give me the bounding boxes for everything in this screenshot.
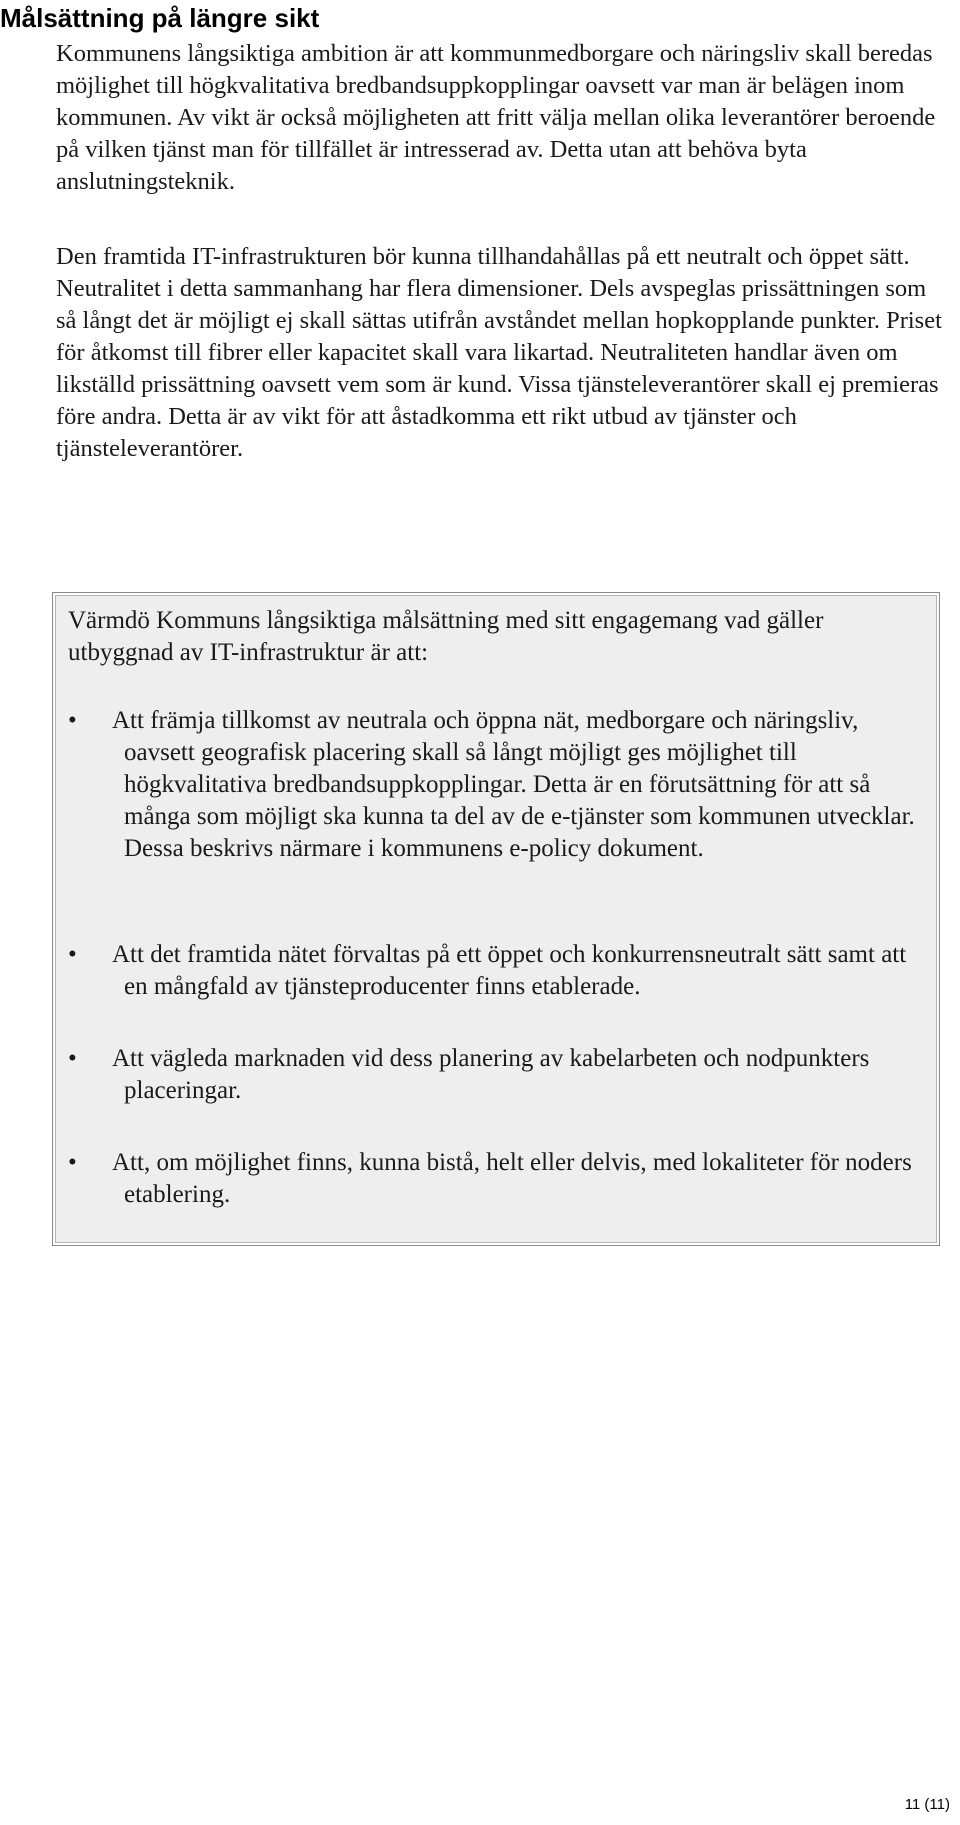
body-paragraph: Kommunens långsiktiga ambition är att kommunmedborgare och näringsliv skall beredas möjlighet till högkvalitativa bredbandsuppkopplingar oavsett var man är belägen inom kommunen. Av vikt är också möjligheten att fritt välja mellan olika leverantörer beroende på vilken tjänst man för tillfället är intresserad av. Detta utan att behöva byta anslutningsteknik. [56,40,936,195]
goal-item-text: Att det framtida nätet förvaltas på ett öppet och konkurrensneutralt sätt samt att en mångfald av tjänsteproducenter finns etablerade. [112,941,907,1000]
bullet-icon: • [68,941,77,968]
goal-item [68,1147,928,1211]
goal-item-text: Att, om möjlighet finns, kunna bistå, helt eller delvis, med lokaliteter för noders etablering. [112,1149,912,1208]
goal-item-text: Att främja tillkomst av neutrala och öppna nät, medborgare och näringsliv, oavsett geografisk placering skall så långt möjligt ges möjlighet till högkvalitativa bredbandsuppkopplingar. Detta är en förutsättning för att så många som möjligt ska kunna ta del av de e-tjänster som kommunen utvecklar. Dessa beskrivs närmare i kommunens e-policy dokument. [112,707,915,862]
body-paragraph: Den framtida IT-infrastrukturen bör kunna tillhandahållas på ett neutralt och öppet sätt. Neutralitet i detta sammanhang har flera dimensioner. Dels avspeglas prissättningen som så långt det är möjligt ej skall sättas utifrån avståndet mellan hopkopplande punkter. Priset för åtkomst till fibrer eller kapacitet skall vara likartad. Neutraliteten handlar även om likställd prissättning oavsett vem som är kund. Vissa tjänsteleverantörer skall ej premieras före andra. Detta är av vikt för att åstadkomma ett rikt utbud av tjänster och tjänsteleverantörer. [56,243,942,462]
goal-item [68,939,928,1003]
page-number: 11 (11) [904,1796,950,1813]
goal-item [68,705,928,865]
goal-intro: Värmdö Kommuns långsiktiga målsättning med sitt engagemang vad gäller utbyggnad av IT-infrastruktur är att: [68,607,824,666]
goal-box [52,592,940,1246]
section-heading: Målsättning på längre sikt [0,3,320,33]
goal-item-text: Att vägleda marknaden vid dess planering av kabelarbeten och nodpunkters placeringar. [112,1045,870,1104]
goal-item [68,1043,928,1107]
bullet-icon: • [68,1149,77,1176]
bullet-icon: • [68,1045,77,1072]
bullet-icon: • [68,707,77,734]
